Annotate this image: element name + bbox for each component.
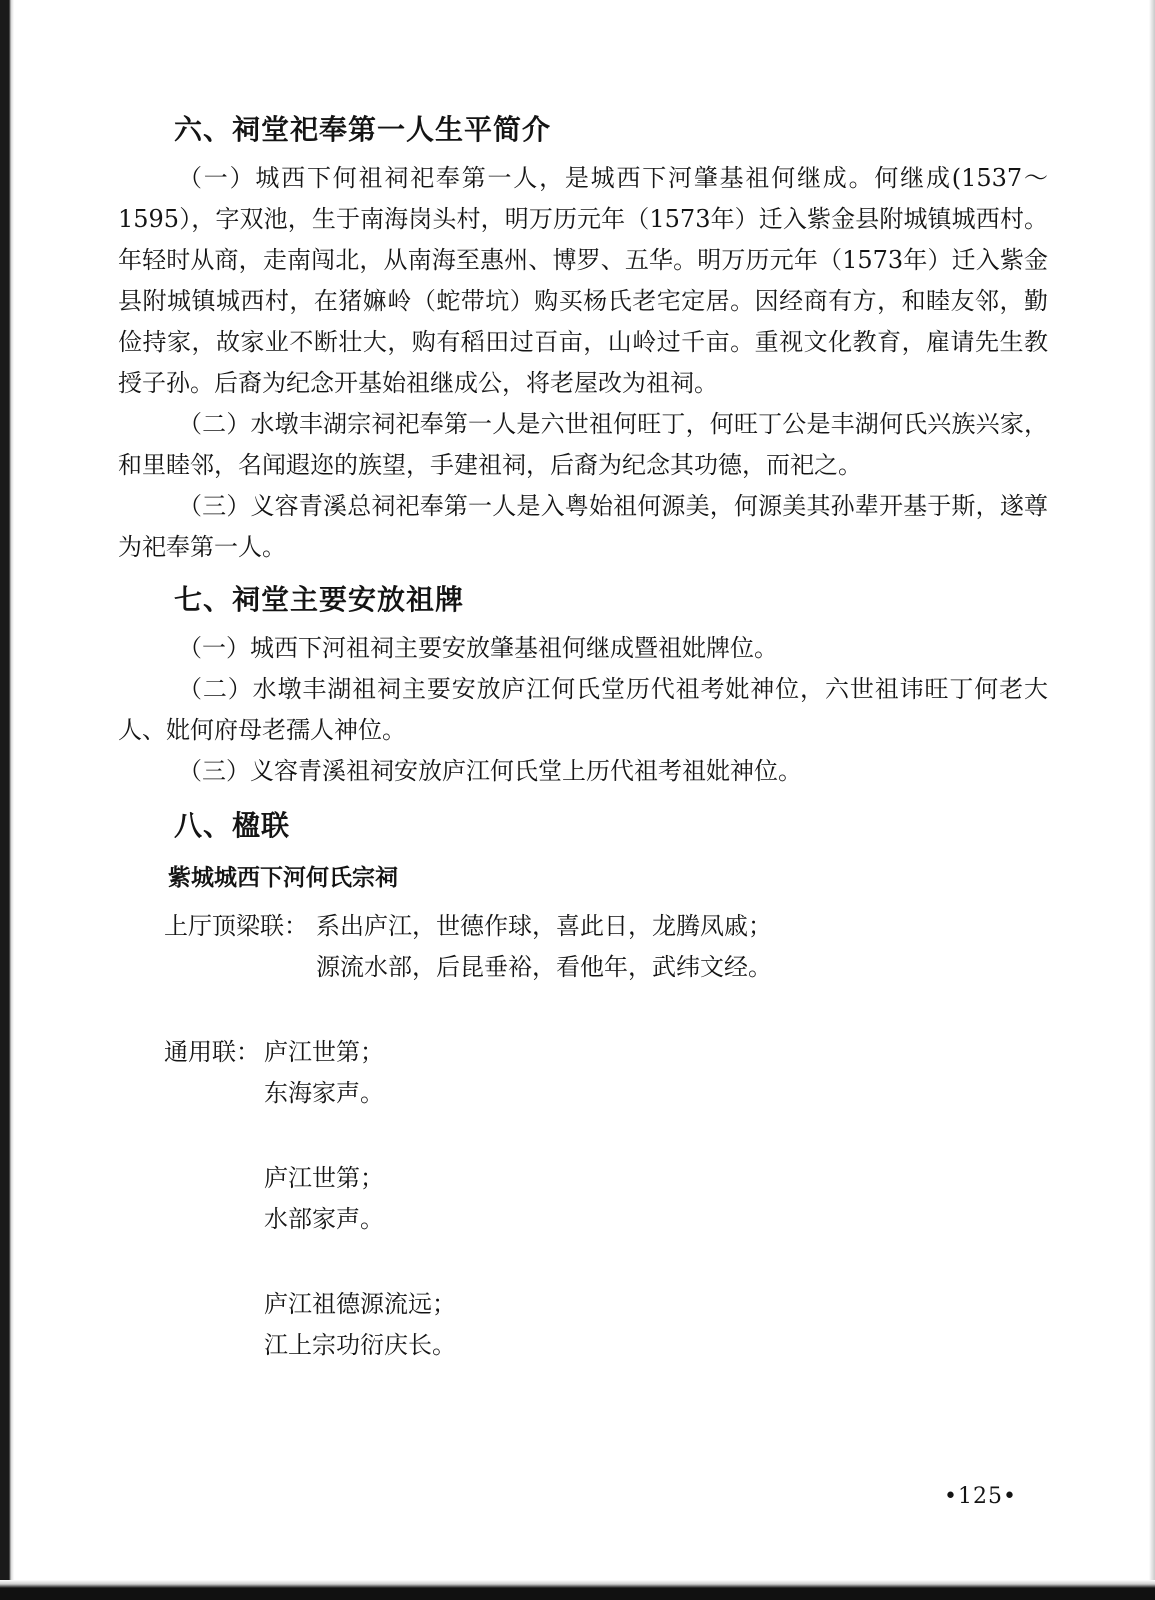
general-couplet-3-line-1: 庐江祖德源流远； [264,1290,456,1318]
section-6-paragraph-1: （一）城西下何祖祠祀奉第一人，是城西下河肇基祖何继成。何继成(1537～1595），字双池，生于南海岗头村，明万历元年（1573年）迁入紫金县附城镇城西村。年轻时从商，走南闯北，从南海至惠州、博罗、五华。明万历元年（1573年）迁入紫金县附城镇城西村，在猪嫲岭（蛇带坑）购买杨氏老宅定居。因经商有方，和睦友邻，勤俭持家，故家业不断壮大，购有稻田过百亩，山岭过千亩。重视文化教育，雇请先生教授子孙。后裔为纪念开基始祖继成公，将老屋改为祖祠。 [118,164,1048,397]
scan-edge-left [0,0,14,1600]
general-couplet-2-line-1: 庐江世第； [264,1164,384,1192]
general-couplet-3-line-2: 江上宗功衍庆长。 [264,1331,456,1359]
section-8-heading: 八、楹联 [174,809,291,842]
scan-edge-right [1149,0,1155,1600]
section-6-heading: 六、祠堂祀奉第一人生平简介 [174,113,552,146]
scan-edge-bottom [0,1580,1155,1600]
general-couplet-1-line-2: 东海家声。 [264,1079,384,1107]
general-couplet-2-line-2: 水部家声。 [264,1205,384,1233]
beam-couplet-line-1: 系出庐江，世德作球，喜此日，龙腾凤戚； [316,912,772,940]
beam-couplet-line-2: 源流水部，后昆垂裕，看他年，武纬文经。 [316,953,772,981]
section-7-paragraph-3: （三）义容青溪祖祠安放庐江何氏堂上历代祖考祖妣神位。 [178,757,802,785]
couplet-source-subtitle: 紫城城西下河何氏宗祠 [168,865,398,891]
general-couplet-1-line-1: 庐江世第； [264,1038,384,1066]
general-couplet-label: 通用联： [164,1038,260,1066]
general-couplets [118,1032,1048,1366]
section-7-heading: 七、祠堂主要安放祖牌 [174,583,465,616]
page-content [118,110,1048,1366]
section-7-paragraph-1: （一）城西下河祖祠主要安放肇基祖何继成暨祖妣牌位。 [178,634,778,662]
section-6-paragraph-3: （三）义容青溪总祠祀奉第一人是入粤始祖何源美，何源美其孙辈开基于斯，遂尊为祀奉第一人。 [118,492,1048,561]
section-6-paragraph-2: （二）水墩丰湖宗祠祀奉第一人是六世祖何旺丁，何旺丁公是丰湖何氏兴族兴家，和里睦邻，名闻遐迩的族望，手建祖祠，后裔为纪念其功德，而祀之。 [118,410,1048,479]
section-7-paragraph-2: （二）水墩丰湖祖祠主要安放庐江何氏堂历代祖考妣神位，六世祖讳旺丁何老大人、妣何府母老孺人神位。 [118,675,1048,744]
beam-couplet [118,906,1048,988]
beam-couplet-label: 上厅顶梁联： [164,912,308,940]
page-number: •125• [944,1484,1017,1509]
